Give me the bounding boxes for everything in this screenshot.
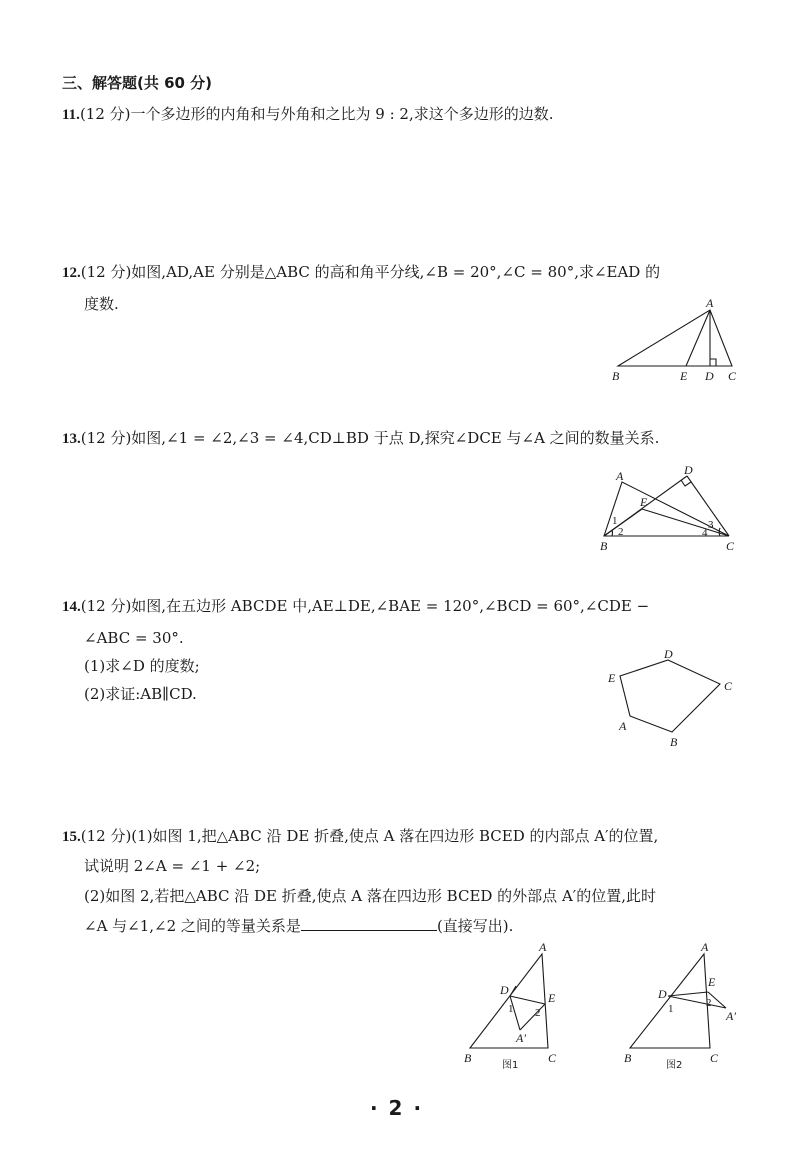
question-15 — [62, 826, 658, 847]
question-15-line3: (2)如图 2,若把△ABC 沿 DE 折叠,使点 A 落在四边形 BCED 的外部点 A′的位置,此时 — [84, 887, 656, 905]
question-15-line2: 试说明 2∠A = ∠1 + ∠2; — [84, 857, 261, 875]
pentagon-abcde — [620, 660, 720, 732]
question-11 — [62, 104, 553, 125]
label-c: C — [710, 1051, 719, 1065]
label-c: C — [726, 539, 735, 553]
label-d: D — [500, 983, 509, 997]
label-e: E — [680, 369, 688, 383]
label-d: D — [658, 987, 667, 1001]
label-a: A — [619, 719, 627, 733]
angle-label-1: 1 — [668, 1003, 674, 1015]
label-a-prime: A′ — [726, 1009, 736, 1023]
angle-label-2: 2 — [618, 526, 624, 538]
question-text: ∠A 与∠1,∠2 之间的等量关系是 — [84, 917, 301, 935]
label-a: A — [539, 940, 547, 954]
label-b: B — [600, 539, 608, 553]
label-b: B — [670, 735, 678, 749]
question-14-line2: ∠ABC = 30°. — [84, 629, 184, 647]
question-text: (12 分)如图,在五边形 ABCDE 中,AE⊥DE,∠BAE = 120°,∠BCD = 60°,∠CDE − — [80, 597, 650, 615]
figure-q14 — [598, 648, 748, 754]
label-e: E — [708, 975, 716, 989]
angle-label-2: 2 — [535, 1007, 541, 1019]
label-c: C — [728, 369, 737, 383]
question-number: 14. — [62, 599, 81, 615]
label-e: E — [548, 991, 556, 1005]
triangle-abc — [630, 954, 710, 1048]
angle-label-1: 1 — [612, 515, 618, 527]
question-number: 12. — [62, 265, 81, 281]
question-number: 11. — [62, 107, 80, 123]
angle-label-3: 3 — [708, 519, 714, 531]
question-text: (直接写出). — [436, 917, 514, 935]
label-d: D — [705, 369, 714, 383]
angle-label-4: 4 — [702, 527, 708, 539]
figure-q12 — [600, 296, 750, 392]
question-12-line2: 度数. — [84, 295, 119, 313]
label-c: C — [548, 1051, 557, 1065]
label-c: C — [724, 679, 733, 693]
label-a: A — [701, 940, 709, 954]
question-number: 13. — [62, 431, 81, 447]
answer-blank[interactable] — [301, 916, 437, 931]
right-angle-mark — [681, 480, 691, 486]
question-14 — [62, 596, 649, 617]
right-angle-mark — [710, 359, 716, 366]
question-13 — [62, 428, 659, 449]
question-12 — [62, 262, 660, 283]
question-number: 15. — [62, 829, 81, 845]
line-ec — [642, 509, 729, 536]
label-b: B — [612, 369, 620, 383]
triangle-abc — [470, 954, 548, 1048]
label-b: B — [624, 1051, 632, 1065]
section-title: 三、解答题(共 60 分) — [62, 74, 213, 92]
question-text: (12 分)如图,AD,AE 分别是△ABC 的高和角平分线,∠B = 20°,∠C = 80°,求∠EAD 的 — [80, 263, 661, 281]
line-da1 — [668, 996, 726, 1008]
angle-label-2: 2 — [706, 997, 712, 1009]
label-a: A — [616, 469, 624, 483]
label-e: E — [608, 671, 616, 685]
question-14-sub2: (2)求证:AB∥CD. — [84, 685, 197, 703]
line-ea1 — [520, 1004, 545, 1030]
label-a-prime: A′ — [516, 1031, 526, 1045]
figure-1-q15 — [460, 940, 570, 1074]
fold-line-de — [510, 996, 545, 1004]
bisector-ae — [686, 310, 710, 366]
label-e: E — [640, 495, 648, 509]
figure-q13 — [592, 462, 752, 558]
question-text: (12 分)如图,∠1 = ∠2,∠3 = ∠4,CD⊥BD 于点 D,探究∠DCE 与∠A 之间的数量关系. — [80, 429, 660, 447]
question-15-line4 — [84, 916, 513, 936]
question-text: (12 分)一个多边形的内角和与外角和之比为 9 : 2,求这个多边形的边数. — [79, 105, 554, 123]
page-number: · 2 · — [370, 1096, 424, 1120]
label-b: B — [464, 1051, 472, 1065]
figure-caption: 图1 — [502, 1060, 519, 1071]
label-d: D — [684, 463, 693, 477]
figure-2-q15 — [622, 940, 752, 1074]
angle-label-1: 1 — [508, 1003, 514, 1015]
label-d: D — [664, 647, 673, 661]
triangle-abc — [618, 310, 732, 366]
line-ad-ext — [510, 986, 516, 996]
question-14-sub1: (1)求∠D 的度数; — [84, 657, 200, 675]
question-text: (12 分)(1)如图 1,把△ABC 沿 DE 折叠,使点 A 落在四边形 BCED 的内部点 A′的位置, — [80, 827, 659, 845]
figure-caption: 图2 — [666, 1060, 683, 1071]
label-a: A — [706, 296, 714, 310]
